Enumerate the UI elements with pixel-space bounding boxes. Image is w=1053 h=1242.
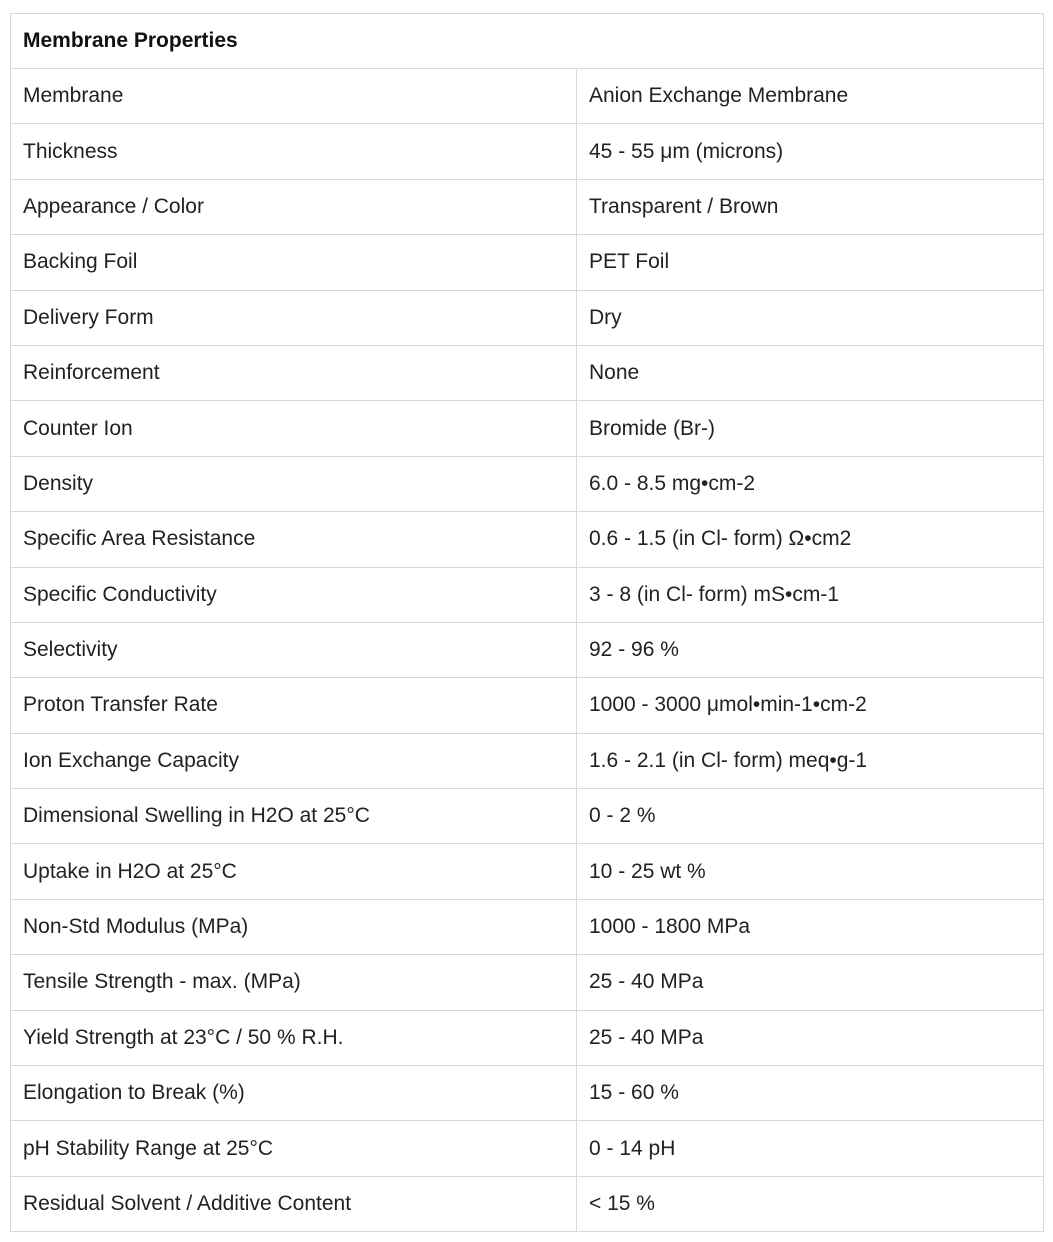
property-value: 92 - 96 % [577,622,1044,677]
property-value: 0 - 2 % [577,789,1044,844]
table-row [11,844,1044,899]
property-name: Dimensional Swelling in H2O at 25°C [11,789,577,844]
property-value: 6.0 - 8.5 mg•cm-2 [577,456,1044,511]
property-value: Bromide (Br-) [577,401,1044,456]
table-row [11,1176,1044,1231]
table-row [11,622,1044,677]
table-title: Membrane Properties [11,14,1044,69]
table-row [11,567,1044,622]
property-name: pH Stability Range at 25°C [11,1121,577,1176]
property-name: Specific Conductivity [11,567,577,622]
table-row [11,290,1044,345]
property-name: Density [11,456,577,511]
property-name: Yield Strength at 23°C / 50 % R.H. [11,1010,577,1065]
property-name: Ion Exchange Capacity [11,733,577,788]
property-value: 1000 - 3000 μmol•min-1•cm-2 [577,678,1044,733]
table-row [11,789,1044,844]
table-body [11,69,1044,1232]
property-value: Dry [577,290,1044,345]
table-row [11,456,1044,511]
table-row [11,955,1044,1010]
table-row [11,899,1044,954]
property-name: Residual Solvent / Additive Content [11,1176,577,1231]
property-value: < 15 % [577,1176,1044,1231]
property-name: Uptake in H2O at 25°C [11,844,577,899]
property-value: 15 - 60 % [577,1066,1044,1121]
table-row [11,733,1044,788]
property-value: None [577,345,1044,400]
table-row [11,345,1044,400]
table-row [11,1010,1044,1065]
property-name: Counter Ion [11,401,577,456]
property-name: Specific Area Resistance [11,512,577,567]
property-name: Reinforcement [11,345,577,400]
membrane-properties-table [10,13,1044,1232]
table-row [11,678,1044,733]
property-name: Proton Transfer Rate [11,678,577,733]
table-row [11,124,1044,179]
property-name: Elongation to Break (%) [11,1066,577,1121]
table-row [11,1066,1044,1121]
property-value: 3 - 8 (in Cl- form) mS•cm-1 [577,567,1044,622]
property-name: Delivery Form [11,290,577,345]
table-row [11,512,1044,567]
property-value: 1.6 - 2.1 (in Cl- form) meq•g-1 [577,733,1044,788]
property-name: Appearance / Color [11,179,577,234]
property-name: Selectivity [11,622,577,677]
property-value: 0.6 - 1.5 (in Cl- form) Ω•cm2 [577,512,1044,567]
property-value: 0 - 14 pH [577,1121,1044,1176]
membrane-properties-table-wrapper [10,13,1043,1232]
property-value: 45 - 55 μm (microns) [577,124,1044,179]
table-row [11,69,1044,124]
table-row [11,179,1044,234]
property-value: 1000 - 1800 MPa [577,899,1044,954]
table-row [11,1121,1044,1176]
table-row [11,401,1044,456]
property-value: PET Foil [577,235,1044,290]
property-value: 25 - 40 MPa [577,1010,1044,1065]
table-header-row [11,14,1044,69]
property-value: 25 - 40 MPa [577,955,1044,1010]
property-name: Thickness [11,124,577,179]
table-row [11,235,1044,290]
property-value: 10 - 25 wt % [577,844,1044,899]
property-value: Anion Exchange Membrane [577,69,1044,124]
property-name: Membrane [11,69,577,124]
property-name: Tensile Strength - max. (MPa) [11,955,577,1010]
property-value: Transparent / Brown [577,179,1044,234]
property-name: Backing Foil [11,235,577,290]
property-name: Non-Std Modulus (MPa) [11,899,577,954]
